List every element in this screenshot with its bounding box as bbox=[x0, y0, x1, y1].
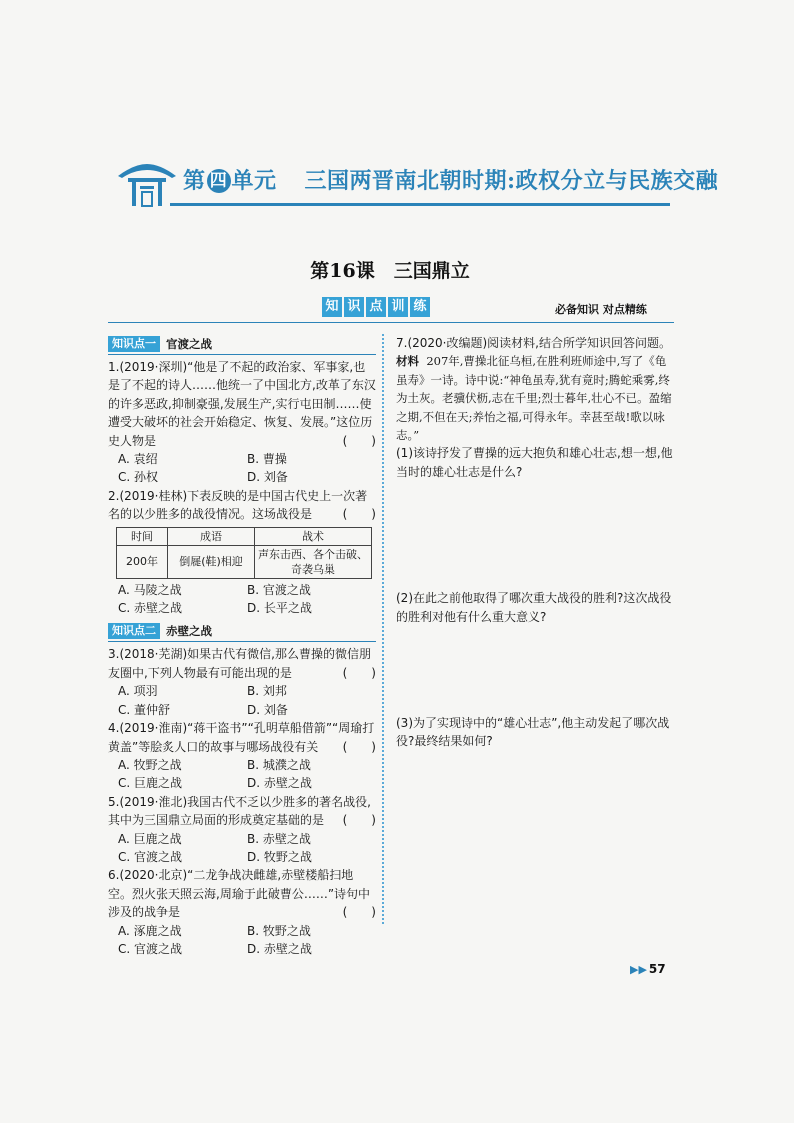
question-stem: 4.(2019·淮南)“蒋干盗书”“孔明草船借箭”“周瑜打黄盖”等脍炙人口的故事与哪场战役有关 bbox=[108, 721, 375, 754]
answer-space bbox=[396, 626, 674, 714]
answer-paren: ( ) bbox=[342, 813, 376, 828]
option: A. 涿鹿之战 bbox=[118, 923, 182, 938]
option: A. 袁绍 bbox=[118, 452, 158, 467]
question-5 bbox=[108, 793, 376, 867]
left-column bbox=[108, 334, 376, 958]
knowledge-point-name: 官渡之战 bbox=[166, 336, 212, 351]
table-cell: 声东击西、各个击破、奇袭乌巢 bbox=[255, 545, 372, 578]
option: D. 刘备 bbox=[247, 470, 288, 485]
option: C. 董仲舒 bbox=[118, 702, 171, 717]
knowledge-point-name: 赤壁之战 bbox=[166, 624, 212, 639]
lesson-title: 第16课 三国鼎立 bbox=[310, 260, 470, 282]
section-char: 知 bbox=[322, 297, 342, 317]
answer-paren: ( ) bbox=[342, 739, 376, 754]
answer-paren: ( ) bbox=[342, 433, 376, 448]
option: D. 赤壁之战 bbox=[247, 776, 312, 791]
option: B. 城濮之战 bbox=[247, 757, 311, 772]
option: B. 曹操 bbox=[247, 452, 287, 467]
question-1 bbox=[108, 358, 376, 487]
double-arrow-icon: ▶▶ bbox=[630, 963, 647, 976]
section-char: 识 bbox=[344, 297, 364, 317]
answer-paren: ( ) bbox=[342, 507, 376, 522]
option: D. 刘备 bbox=[247, 702, 288, 717]
knowledge-point-header bbox=[108, 334, 376, 355]
question-3 bbox=[108, 645, 376, 719]
section-tags: 必备知识 对点精练 bbox=[555, 303, 647, 316]
knowledge-point-tag: 知识点二 bbox=[108, 623, 160, 639]
question-2 bbox=[108, 487, 376, 618]
question-stem: 3.(2018·芜湖)如果古代有微信,那么曹操的微信朋友圈中,下列人物最有可能出现的是 bbox=[108, 647, 371, 680]
option: C. 孙权 bbox=[118, 470, 159, 485]
sub-question-2: (2)在此之前他取得了哪次重大战役的胜利?这次战役的胜利对他有什么重大意义? bbox=[396, 591, 672, 624]
option: D. 赤壁之战 bbox=[247, 941, 312, 956]
option: B. 刘邦 bbox=[247, 684, 287, 699]
option: C. 巨鹿之战 bbox=[118, 776, 183, 791]
table-cell: 倒屣(鞋)相迎 bbox=[168, 545, 255, 578]
question-stem: 2.(2019·桂林)下表反映的是中国古代史上一次著名的以少胜多的战役情况。这场战役是 bbox=[108, 488, 368, 522]
section-banner bbox=[322, 296, 432, 320]
option: B. 牧野之战 bbox=[247, 923, 311, 938]
bleed-through-text bbox=[400, 128, 404, 142]
material-text: 207年,曹操北征乌桓,在胜利班师途中,写了《龟虽寿》一诗。诗中说:“神龟虽寿,犹有竟时;腾蛇乘雾,终为土灰。老骥伏枥,志在千里;烈士暮年,壮心不已。盈缩之期,不但在天;养怡之福,可得永年。幸甚至哉!歌以咏志。” bbox=[396, 354, 672, 443]
question-4 bbox=[108, 719, 376, 793]
knowledge-point-header bbox=[108, 621, 376, 642]
section-char: 训 bbox=[388, 297, 408, 317]
option: D. 牧野之战 bbox=[247, 849, 312, 864]
question-stem: 7.(2020·改编题)阅读材料,结合所学知识回答问题。 bbox=[396, 336, 671, 350]
option: A. 牧野之战 bbox=[118, 757, 182, 772]
knowledge-point-tag: 知识点一 bbox=[108, 336, 160, 352]
section-rule bbox=[108, 322, 674, 323]
unit-number-badge: 四 bbox=[207, 169, 231, 193]
option: B. 官渡之战 bbox=[247, 582, 311, 597]
right-column bbox=[396, 334, 674, 751]
answer-paren: ( ) bbox=[342, 905, 376, 920]
question-stem: 1.(2019·深圳)“他是了不起的政治家、军事家,也是了不起的诗人……他统一了中国北方,改革了东汉的许多恶政,抑制豪强,发展生产,实行屯田制……使遭受大破坏的社会开始稳定、恢复、发展。”这位历史人物是 bbox=[108, 360, 376, 448]
material-label: 材料 bbox=[396, 354, 419, 369]
option: A. 巨鹿之战 bbox=[118, 831, 182, 846]
table-cell: 200年 bbox=[117, 545, 168, 578]
sub-question-1: (1)该诗抒发了曹操的远大抱负和雄心壮志,想一想,他当时的雄心壮志是什么? bbox=[396, 446, 673, 479]
table-header: 战术 bbox=[255, 527, 372, 545]
section-char: 练 bbox=[410, 297, 430, 317]
question-stem: 6.(2020·北京)“二龙争战决雌雄,赤壁楼船扫地空。烈火张天照云海,周瑜于此破曹公……”诗句中涉及的战争是 bbox=[108, 868, 371, 920]
option: C. 赤壁之战 bbox=[118, 601, 183, 616]
option: C. 官渡之战 bbox=[118, 849, 183, 864]
unit-title: 第 四 单元 三国两晋南北朝时期:政权分立与民族交融 bbox=[183, 168, 719, 194]
option: A. 项羽 bbox=[118, 684, 158, 699]
option: B. 赤壁之战 bbox=[247, 831, 311, 846]
option: A. 马陵之战 bbox=[118, 582, 182, 597]
sub-question-3: (3)为了实现诗中的“雄心壮志”,他主动发起了哪次战役?最终结果如何? bbox=[396, 716, 670, 749]
battle-table bbox=[116, 527, 372, 579]
column-divider bbox=[382, 334, 384, 924]
answer-paren: ( ) bbox=[342, 665, 376, 680]
section-char: 点 bbox=[366, 297, 386, 317]
question-stem: 5.(2019·淮北)我国古代不乏以少胜多的著名战役,其中为三国鼎立局面的形成奠定基础的是 bbox=[108, 794, 371, 828]
table-header: 成语 bbox=[168, 527, 255, 545]
page-number: ▶▶ 57 bbox=[630, 962, 666, 976]
pavilion-roof-icon bbox=[116, 162, 178, 208]
table-header: 时间 bbox=[117, 527, 168, 545]
answer-space bbox=[396, 481, 674, 589]
question-6 bbox=[108, 866, 376, 958]
reading-material bbox=[396, 352, 674, 444]
question-7 bbox=[396, 334, 674, 751]
unit-underline bbox=[170, 203, 670, 206]
option: C. 官渡之战 bbox=[118, 941, 183, 956]
option: D. 长平之战 bbox=[247, 601, 312, 616]
